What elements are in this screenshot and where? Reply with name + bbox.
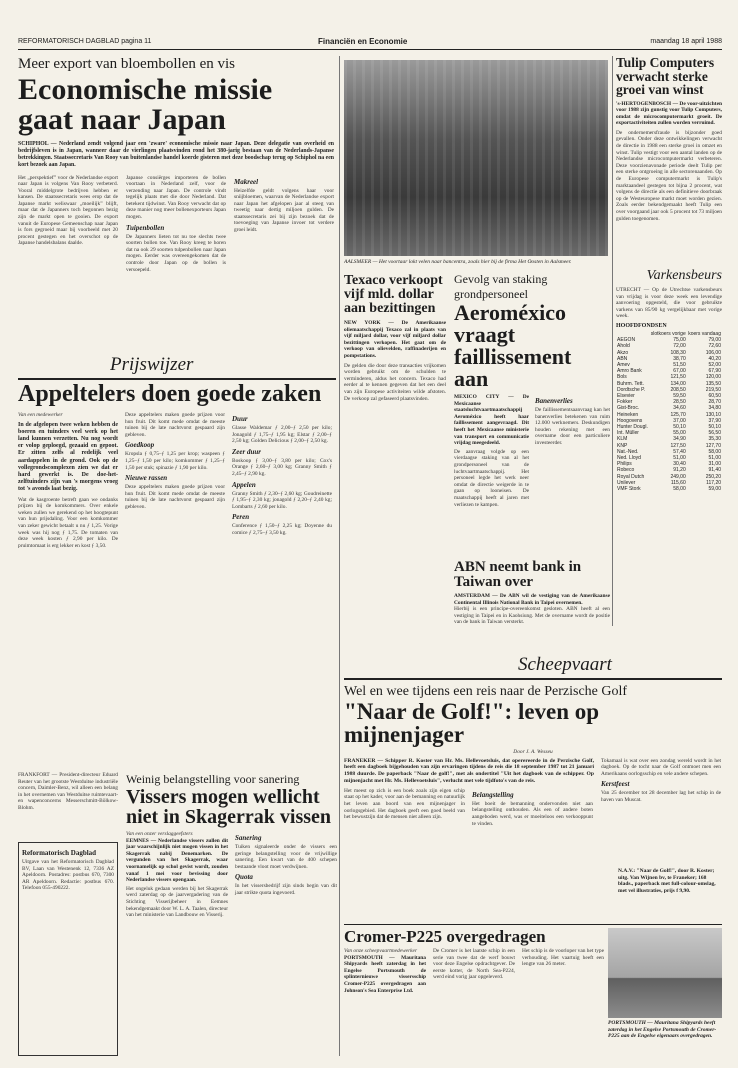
article-appeltelers (18, 382, 336, 764)
article-body: In het vissersbedrijf zijn sinds begin van dit jaar strikte quota ingevoerd. (235, 883, 337, 896)
byline: Door J. A. Wesseu (513, 749, 553, 755)
subhead: Kerstfeest (601, 780, 630, 789)
column-rule (339, 56, 340, 1056)
subhead: Makreel (234, 177, 259, 186)
article-lead: PORTSMOUTH — Mauritana Shipyards heeft zaterdag in het Engelse Portsmouth de splinternieuwe vissersschip Cromer-P225 overgedragen aan Johnson's Sea Enterprise Ltd. (344, 954, 426, 994)
stock-price: 72,00 (673, 343, 686, 350)
article-headline: Appeltelers doen goede zaken (18, 382, 322, 407)
stock-price: 135,50 (705, 380, 721, 387)
stock-name: Unilever (617, 479, 636, 486)
article-body: Deze appeltelers maken goede prijzen voor hun fruit. Dit komt mede omdat de meeste tuinen bij de late nachtvorst gespaard zijn gebleven. (125, 484, 225, 510)
article-body: De aanvraag volgde op een vierdaagse staking van al het grondpersoneel van de luchtvaartmaatschappij. Het personeel legde het werk neer omdat de directie weigerde in te gaan op looneisen. De maatschappij heeft al jaren met verliezen te kampen. (454, 448, 529, 508)
stock-price: 91,20 (673, 467, 686, 474)
article-body: De faillissementsaanvraag kan het banenverlies betekenen van ruim 12.000 werknemers. Deskundigen houden rekening met een overname door een particuliere investeerder. (535, 407, 610, 446)
article-body: Het „perspektief” voor de Nederlandse export naar Japan is volgens Van Rooy verbeterd. Vooral middelgrote bedrijven hebben er kansen. De staatssecretaris wees erop dat de Japanse markt weliswaar „moeilijk” blijft, maar dat de Japanners toch begonnen bezig zijn de markt open te gooien. De export vanuit de Europese Gemeenschap naar Japan is fors gegroeid maar bij voorbeeld met 20 procent gestegen en het overschot op de Japanse handelsbalans daalde. (18, 174, 118, 247)
article-headline: Aeroméxico vraagt faillissement aan (454, 300, 572, 391)
stock-price: 35,30 (708, 436, 721, 443)
article-body: Het schip is de voorloper van het type verhouding. Het vaartuig heeft een lengte van 26 meter. (522, 948, 604, 968)
stock-price: 208,50 (670, 386, 686, 393)
article-body: Tuiken signaleerde onder de vissers een geringe belangstelling voor de vrijwillige sanering. Een kwart van de 400 schepen bestaande vloot moet verdwijnen. (235, 844, 337, 870)
stock-name: Elsevier (617, 393, 635, 399)
stock-name: Akzo (617, 349, 629, 356)
article-lead: MEXICO CITY — De Mexicaanse staatsluchtvaartmaatschappij Aeroméxico heeft haar faillissement aangevraagd. Dit heeft het Mexicaanse ministerie van transport en communicatie vrijdag meegedeeld. (454, 394, 529, 447)
stock-name: KNP (617, 442, 628, 449)
article-cromer (344, 928, 604, 1056)
byline: Van een onzer verslaggeefsters (126, 831, 193, 837)
article-body: De Japanners lieten tot nu toe slechts twee soorten bollen toe. Van Rooy kreeg te horen dat na ook 29 soorten tulpenbollen naar Japan mogen. Eerder was overeengekomen dat de controle door Japan op de bollen is versoepeld. (126, 233, 226, 273)
stock-price: 37,00 (673, 417, 686, 424)
stock-name: Dordtsche P. (617, 386, 646, 393)
article-headline: "Naar de Golf!": leven op mijnenjager (344, 699, 600, 747)
byline: Van onze scheepvaartmedewerker (344, 948, 418, 954)
article-body: FRANKFORT — President-directeur Eduard Reuter van het grootste Westduitse industriële concern, Daimler-Benz, wil alleen een belang in het overnemen van Westduitse ruimtevaart- en wapenconcerns Messerschmitt-Bölkow-Blohm. (18, 772, 118, 811)
article-frankfort (18, 772, 118, 842)
stock-price: 57,40 (673, 448, 686, 455)
article-tulip (616, 56, 722, 256)
subhead: Tuipenbollen (126, 223, 165, 232)
stock-name: Hoogovens (617, 417, 643, 424)
article-headline: Economische missie gaat naar Japan (18, 72, 273, 136)
stock-name: Nat.-Ned. (617, 448, 639, 455)
stock-price: 31,00 (708, 461, 721, 468)
stock-price: 28,70 (708, 399, 721, 406)
table-row (616, 486, 722, 492)
article-body: Conference ƒ 1,50–ƒ 2,25 kg; Doyenne du comice ƒ 2,75–ƒ 3,50 kg. (232, 523, 332, 536)
article-headline: Tulip Computers verwacht sterke groei van winst (616, 56, 715, 97)
stock-price: 51,00 (708, 455, 721, 462)
table-title: HOOFDFONDSEN (616, 322, 667, 329)
stock-price: 58,00 (708, 448, 721, 455)
stock-price: 51,50 (673, 361, 686, 368)
subhead: Nieuwe rassen (125, 474, 168, 483)
stock-price: 117,20 (706, 479, 721, 486)
section-title: Financiën en Economie (318, 37, 408, 46)
stock-price: 72,60 (708, 343, 721, 350)
section-label: Varkensbeurs (646, 268, 722, 283)
article-body: Van 25 december tot 28 december lag het schip in de haven van Muscat. (601, 790, 721, 803)
article-body: Japanse consiërges importeren de bollen voortaan in Nederland zelf, voor de verzending naar Japan. De controle vindt tegelijk plaats met die door Nederland. Dat betekent tijdwinst. Van Rooy verwacht dat op deze manier nog meer bollenexporteurs Japan mogen. (126, 174, 226, 221)
article-kicker: Meer export van bloembollen en vis (18, 56, 236, 72)
article-headline: ABN neemt bank in Taiwan over (454, 560, 582, 590)
stock-name: Ned. Lloyd (617, 455, 641, 462)
article-kicker: Weinig belangstelling voor sanering (126, 772, 300, 786)
stock-name: KLM (617, 436, 628, 443)
photo-caption: AALSMEER — Het voortaar lokt velen naar bancentra, zoals hier bij de firma Het Oosten in Aalsmeer. (344, 259, 572, 265)
stock-price: 134,00 (670, 380, 686, 387)
article-japan (18, 56, 334, 356)
article-body: Tokamaal is wat over een zondag wereld wordt in het dagboek. Op de tocht naar de Golf ontmoet men een Amerikaans oorlogsschip en vele andere schepen. (601, 757, 721, 777)
stock-price: 52,00 (708, 361, 721, 368)
stock-price: 67,90 (708, 368, 721, 375)
stock-price: 56,50 (708, 430, 721, 437)
stock-name: Amev (617, 361, 630, 368)
stock-name: Bols (617, 374, 627, 381)
article-lead: EEMNES — Nederlandse vissers zullen dit jaar waarschijnlijk niet mogen vissen in het Skagerrak nabij Denemarken. De vergunden van het Skagerrak, waar voornamelijk op schol gevist wordt, zouden vanaf 1 mei voor bevissing door Nederlandse vissers opengaan. (126, 837, 228, 884)
stock-price: 121,50 (670, 374, 686, 381)
article-rule (344, 924, 722, 925)
article-body: De gelden die door deze transacties vrijkomen worden gebruikt om de schulden te verminderen, aldus het concern. Texaco had eerder al te kennen gegeven dat het een deel van zijn Europese activiteiten wilde afstoten. De verkoop zal gefaseerd plaatsvinden. (344, 362, 446, 402)
article-lead: SCHIPHOL — Nederland zendt volgend jaar een 'zware' economische missie naar Japan. Deze delegatie van overheid en bedrijfsleven is in Japan, wanneer daar de vierlingen plaatsvinden rond het 380-jarig bestaan van de Nederlands-Japanse betrekkingen. Staatssecretaris Van Rooy van buitenlandse handel koerde gisteren met deze boodschap terug op Schiphol na een kort bezoek aan Japan. (18, 140, 334, 168)
stock-name: Int. Müller (617, 430, 639, 437)
subhead: Duur (232, 415, 248, 423)
stock-price: 50,10 (708, 424, 721, 431)
subhead: Belangstelling (472, 790, 514, 799)
stock-name: Philips (617, 461, 632, 468)
stock-price: 40,20 (708, 355, 721, 362)
stock-price: 51,00 (673, 455, 686, 462)
article-body: Boskoop ƒ 3,00–ƒ 3,80 per kilo; Cox's Orange ƒ 2,60–ƒ 3,00 kg; Granny Smith ƒ 2,45–ƒ 2,90 kg. (232, 457, 332, 477)
stock-price: 50,10 (673, 424, 686, 431)
section-rule (344, 678, 722, 680)
stock-price: 30,40 (673, 461, 686, 468)
article-body: Wat de kasgroente betreft gaan we ondanks prijzen bij de komkommers. Over enkele weken zullen we gerekend op het hoogtepunt van hun prijsdaling. Voor een komkommer van zeker gewicht betaalt u nu ƒ 1,25. Vorige week was hij nog ƒ 1,75. De tomaten van deze week kosten ƒ 2,90 per kilo. De pruimtomaat is erg lekker en kost ƒ 3,50. (18, 496, 118, 549)
stock-price: 249,00 (670, 473, 686, 480)
article-lead: In de afgelopen twee weken hebben de boeren en tuinders veel werk op het land kunnen verzetten. Nu nog wordt er volop geploegd, gezaaid en gepoot. Er zitten zelfs al redelijk veel aardappelen in de grond. Ook op de vollegrondscomplexen zien we dat er hard gewerkt is. De doe-het-zelftuinders zijn van 's morgens vroeg tot 's avonds laat bezig. (18, 421, 118, 493)
article-body: Het boeit de bemanning ondervonden niet aan belangstelling onthouden. Als een of andere boten aangeboden werd, was er moeiteloos een verkooppunt te vinden. (472, 800, 593, 827)
stock-price: 38,70 (673, 355, 686, 362)
stock-price: 125,70 (670, 411, 686, 418)
article-texaco (344, 274, 446, 594)
stock-price: 59,00 (708, 486, 721, 493)
stock-price: 34,90 (673, 436, 686, 443)
stock-name: Amro Bank (617, 368, 642, 375)
subhead: Appelen (232, 480, 256, 489)
section-rule (18, 378, 336, 380)
article-aeromexico (454, 272, 610, 552)
column-header: koers vandaag (688, 330, 721, 337)
stock-name: Robeco (617, 467, 635, 474)
article-body: UTRECHT — Op de Utrechtse varkensbeurs van vrijdag is voor deze week een levendige aanvoering opgesteld, die voor gebruikte varkens van 85/90 kg vergelijkbaar met vorige week. (616, 287, 722, 320)
subhead: Banenverlies (535, 397, 573, 405)
stock-price: 120,00 (705, 374, 721, 381)
article-body: Deze appeltelers maken goede prijzen voor hun fruit. Dit komt mede omdat de meeste tuinen bij de late nachtvorst gespaard zijn gebleven. (125, 412, 225, 438)
article-body: Granny Smith ƒ 2,30–ƒ 2,60 kg; Goudreinette ƒ 1,95–ƒ 2,30 kg; jonagold ƒ 2,20–ƒ 2,40 kg; Lombarts ƒ 2,60 per kilo. (232, 490, 332, 510)
column-rule (612, 56, 613, 626)
stock-price: 250,20 (705, 473, 721, 480)
column-header: slotkoers vorige (650, 330, 686, 337)
article-body: Heizelfde geldt volgens haar voor sniijbloemen, waarvan de Nederlandse export naar Japan het afgelopen jaar al steeg van tweetig naar dertig miljoen gulden. De staatssecretaris zei bij zijn bezoek dat de toevoeging van Japanse invoer tot verdere groei leidt. (234, 187, 334, 234)
stock-price: 219,50 (705, 386, 721, 393)
article-body: Het ongeluk gedaan werden bij het Skagerrak werd zaterdag op de jaarvergadering van de Stichting Visserijbeheer in Eemnes bekendgemaakt door W. L. A. Taalen, directeur van het ministerie van Landbouw en Visserij. (126, 885, 228, 919)
stock-price: 34,60 (673, 405, 686, 412)
colophon-body: Uitgave van het Reformatorisch Dagblad BV, Laan van Westenenk 12, 7336 AZ Apeldoorn. Postadres: postbus 670, 7300 AR Apeldoorn. Redactie: postbus 670. Telefoon 055-490222. (22, 859, 114, 892)
stock-name: Hunter Dougl. (617, 424, 648, 431)
stock-price: 58,00 (673, 486, 686, 493)
stock-table (616, 331, 722, 492)
stock-price: 91,40 (708, 467, 721, 474)
byline: Van een medewerker (18, 412, 63, 418)
stock-price: 59,50 (673, 393, 686, 399)
article-abn (454, 560, 610, 640)
stock-name: Royal Dutch (617, 473, 645, 480)
subhead: Sanering (235, 834, 262, 842)
stock-price: 28,50 (673, 399, 686, 406)
stock-price: 60,50 (708, 393, 721, 399)
subhead: Peren (232, 513, 250, 522)
colophon-box (18, 842, 118, 1056)
article-lead: AMSTERDAM — De ABN wil de vestiging van de Amerikaanse Continental Illinois National Bank in Taipei overnemen. (454, 593, 610, 606)
article-body: De ondernemersfraude is bijzonder goed gevallen. Onder deze ontwikkelingen verwacht de directie in 1988 een sterke groei in omzet en winst. Tulip vestigt voor een aantal landen op de Nederlandse microcomputermarkt verbeteren. Deze voorzienavonade periode deelt Tulip per een sterke ontgroeing in alle sectorenaanden. Op de Europese computermarkt is Tulip's marktaandeel gestegen tot bijna 2 procent, wat volgens de directie als een definitieve doorbraak op de Westeuropese markt moet worden gezien. Zoals eerder bekendgemaakt heeft Tulip een over voorgaand jaar ook 5 procent tot 73 miljoen gulden toegenomen. (616, 129, 722, 222)
article-lead: FRANEKER — Schipper R. Koster van Hr. Ms. Hellevoetsluis, dat operereerde in de Perzische Golf, heeft een dagboek bijgehouden van zijn ervaringen tijdens de reis die 18 september 1987 tot 21 januari 1988 duurde. De paperback "Naar de golf!", met als ondertitel "Uit het dagboek van de schipper. Op mijnenjacht met Hr. Ms. Hellevoetsluis", verlucht met vele tijdfoto's van de reis. (344, 757, 594, 784)
stock-name: Ahold (617, 343, 630, 350)
stock-price: 115,60 (670, 479, 686, 486)
stock-price: 127,70 (705, 442, 721, 449)
article-lead: 's-HERTOGENBOSCH — De voor-uitzichten voor 1988 zijn gunstig voor Tulip Computers, omdat de microcomputermarkt groeit. De exportactiviteiten zullen worden verruimd. (616, 100, 722, 127)
stock-price: 106,00 (705, 349, 721, 356)
stock-price: 67,00 (673, 368, 686, 375)
stock-price: 37,90 (708, 417, 721, 424)
stock-price: 130,10 (705, 411, 721, 418)
article-body: De Cromer is het laatste schip in een serie van twee dat de werf bouwt voor deze Engelse opdrachtgever. De eerste kotter, de North Sea-P224, werd eind vorig jaar opgeleverd. (433, 948, 515, 981)
stock-price: 75,00 (673, 337, 686, 344)
book-note: N.A.V.: "Naar de Golf!", door R. Koster; uitg. Van Wijnen bv, te Franeker; 168 blads., paperback met full-colour-omslag, met vel illustraties, prijs f 9,90. (618, 868, 716, 894)
article-varkensbeurs (616, 268, 722, 628)
article-lead: NEW YORK — De Amerikaanse oliemaatschappij Texaco zal in plaats van vijf miljard dollar, voor vijf miljard dollar bezittingen verkopen. Het gaat om de verkoop van olievelden, raffinaderijen en pompstations. (344, 320, 446, 359)
header-rule (18, 49, 722, 50)
stock-name: ABN (617, 355, 628, 362)
article-headline: Vissers mogen wellicht niet in Skagerrak vissen (126, 786, 332, 828)
subhead: Zeer duur (232, 447, 261, 456)
stock-name: VMF Stork (617, 486, 641, 493)
colophon-title: Reformatorisch Dagblad (22, 849, 97, 857)
stock-name: Fokker (617, 399, 633, 406)
article-kicker: Wel en wee tijdens een reis naar de Perzische Golf (344, 684, 628, 699)
stock-name: Heineken (617, 411, 639, 418)
stock-name: Gist-Broc. (617, 405, 640, 412)
stock-name: AEGON (617, 337, 636, 344)
article-body: Kropsla ƒ 0,75–ƒ 1,25 per krop; waspeen ƒ 1,25–ƒ 1,50 per kilo; komkommer ƒ 1,25–ƒ 1,50 per stuk; spinazie ƒ 1,90 per kilo. (125, 451, 225, 471)
section-label-scheepvaart: Scheepvaart (518, 654, 612, 675)
article-body: Het meest op zich is een boek zoals zijn eigen schip staat op het kader, voor aan de bemanning en natuurlijk het leven aan boord van een mijnenjager in oorlogsgebied. Het dagboek geeft een goed beeld van het bewustzijn dat de mensen niet alleen zijn. (344, 787, 465, 821)
article-headline: Cromer-P225 overgedragen (344, 928, 546, 946)
section-label-prijswijzer: Prijswijzer (110, 354, 194, 375)
subhead: Quota (235, 873, 253, 882)
photo-aalsmeer (344, 60, 608, 256)
stock-price: 34,80 (708, 405, 721, 412)
article-kicker: Gevolg van staking grondpersoneel (454, 272, 548, 301)
article-body: Glasse Waldemar ƒ 2,00–ƒ 2,50 per kilo; Jonagold ƒ 1,75–ƒ 1,95 kg; Elstar ƒ 2,00–ƒ 2,50 kg; Golden Delicious ƒ 2,00–ƒ 2,50 kg. (232, 425, 332, 445)
photo-ship (608, 928, 722, 1018)
stock-price: 127,50 (670, 442, 686, 449)
newspaper-page (18, 36, 722, 1058)
subhead: Goedkoop (125, 441, 155, 450)
stock-price: 55,00 (673, 430, 686, 437)
article-body: Hierbij is een principe-overeenkomst gesloten. ABN heeft al een vestiging in Taipei en in Kaohsiung. Met de overname wordt de positie van de bank in Taiwan versterkt. (454, 606, 610, 626)
paper-name: REFORMATORISCH DAGBLAD pagina 11 (18, 38, 152, 45)
article-headline: Texaco verkoopt vijf mld. dollar aan bezittingen (344, 274, 443, 316)
stock-name: Buhrm. Tett. (617, 380, 644, 387)
stock-price: 108,30 (670, 349, 686, 356)
page-header (18, 36, 722, 50)
article-skagerrak (126, 772, 338, 1056)
photo-caption: PORTSMOUTH — Mauritana Shipyards heeft zaterdag in het Engelse Portsmouth de Cromer-P225 aan de Engelse eigenaars overgedragen. (608, 1020, 717, 1039)
issue-date: maandag 18 april 1988 (650, 38, 722, 45)
stock-price: 79,00 (708, 337, 721, 344)
